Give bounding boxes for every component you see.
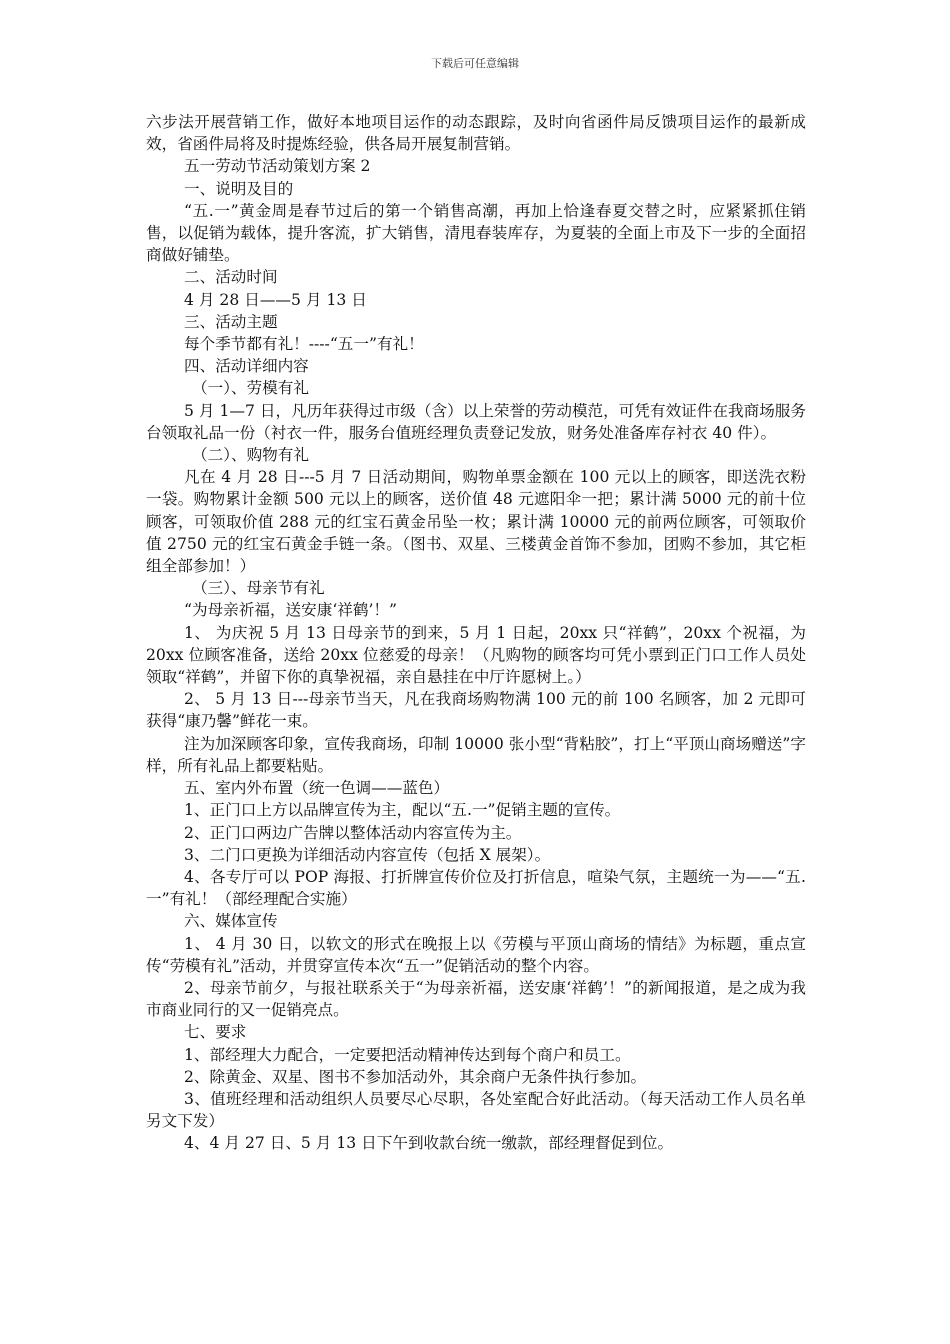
paragraph: 4 月 28 日——5 月 13 日	[184, 290, 367, 309]
paragraph: 1、正门口上方以品牌宣传为主，配以“五.一”促销主题的宣传。	[184, 801, 621, 820]
paragraph: 五、室内外布置（统一色调——蓝色）	[184, 779, 450, 798]
paragraph: （一）、劳模有礼	[192, 379, 309, 398]
paragraph: 六、媒体宣传	[184, 912, 278, 931]
paragraph: 1、 为庆祝 5 月 13 日母亲节的到来，5 月 1 日起，20xx 只“祥鹤”，20xx 个祝福，为 20xx 位顾客准备，送给 20xx 位慈爱的母亲！（凡购物的顾客均可凭小票到正门口工作人员处领取“祥鹤”，并留下你的真挚祝福，亲自悬挂在中厅许愿树上。）	[146, 623, 806, 687]
paragraph: 四、活动详细内容	[184, 357, 309, 376]
paragraph: 2、母亲节前夕，与报社联系关于“为母亲祈福，送安康‘祥鹤’！”的新闻报道，是之成为我市商业同行的又一促销亮点。	[146, 978, 806, 1020]
paragraph: 一、说明及目的	[184, 179, 294, 198]
page-header: 下载后可任意编辑	[431, 57, 519, 70]
paragraph: 三、活动主题	[184, 312, 278, 331]
paragraph: “为母亲祈福，送安康‘祥鹤’！”	[184, 601, 397, 620]
paragraph: 4、各专厅可以 POP 海报、打折牌宣传价位及打折信息，喧染气氛，主题统一为——“五.一”有礼！（部经理配合实施）	[146, 867, 806, 909]
paragraph: 2、除黄金、双星、图书不参加活动外，其余商户无条件执行参加。	[184, 1067, 647, 1086]
paragraph: 凡在 4 月 28 日---5 月 7 日活动期间，购物单票金额在 100 元以上的顾客，即送洗衣粉一袋。购物累计金额 500 元以上的顾客，送价值 48 元遮阳伞一把；累计满 5000 元的前十位顾客，可领取价值 288 元的红宝石黄金吊坠一枚；累计满 10000 元的前两位顾客，可领取价值 2750 元的红宝石黄金手链一条。（图书、双星、三楼黄金首饰不参加，团购不参加，其它柜组全部参加！）	[146, 468, 806, 576]
paragraph: 2、 5 月 13 日---母亲节当天，凡在我商场购物满 100 元的前 100 名顾客，加 2 元即可获得“康乃馨”鲜花一束。	[146, 690, 806, 731]
paragraph: 3、值班经理和活动组织人员要尽心尽职，各处室配合好此活动。（每天活动工作人员名单另文下发）	[146, 1089, 806, 1131]
paragraph: 5 月 1—7 日，凡历年获得过市级（含）以上荣誉的劳动模范，可凭有效证件在我商场服务台领取礼品一份（衬衣一件，服务台值班经理负责登记发放，财务处准备库存衬衣 40 件）。	[146, 401, 806, 442]
paragraph: 六步法开展营销工作，做好本地项目运作的动态跟踪，及时向省函件局反馈项目运作的最新成效，省函件局将及时提炼经验，供各局开展复制营销。	[146, 113, 806, 154]
paragraph: 注为加深顾客印象，宣传我商场，印制 10000 张小型“背粘胶”，打上“平顶山商场赠送”字样，所有礼品上都要粘贴。	[146, 734, 806, 775]
paragraph: 二、活动时间	[184, 268, 278, 287]
paragraph: （三）、母亲节有礼	[192, 579, 325, 598]
paragraph: 1、 4 月 30 日，以软文的形式在晚报上以《劳模与平顶山商场的情结》为标题，重点宣传“劳模有礼”活动，并贯穿宣传本次“五一”促销活动的整个内容。	[146, 934, 806, 975]
paragraph: 五一劳动节活动策划方案 2	[184, 157, 371, 176]
paragraph: 七、要求	[184, 1023, 247, 1042]
paragraph: 2、正门口两边广告牌以整体活动内容宣传为主。	[184, 823, 522, 842]
paragraph: “五.一”黄金周是春节过后的第一个销售高潮，再加上恰逢春夏交替之时，应紧紧抓住销售，以促销为载体，提升客流，扩大销售，清甩春装库存，为夏装的全面上市及下一步的全面招商做好铺垫。	[146, 201, 806, 265]
paragraph: （二）、购物有礼	[192, 446, 309, 465]
paragraph: 3、二门口更换为详细活动内容宣传（包括 X 展架）。	[184, 845, 551, 864]
paragraph: 4、4 月 27 日、5 月 13 日下午到收款台统一缴款，部经理督促到位。	[184, 1134, 674, 1153]
document-body	[146, 111, 806, 1155]
paragraph: 1、部经理大力配合，一定要把活动精神传达到每个商户和员工。	[184, 1045, 631, 1064]
paragraph: 每个季节都有礼！----“五一”有礼！	[184, 335, 424, 354]
